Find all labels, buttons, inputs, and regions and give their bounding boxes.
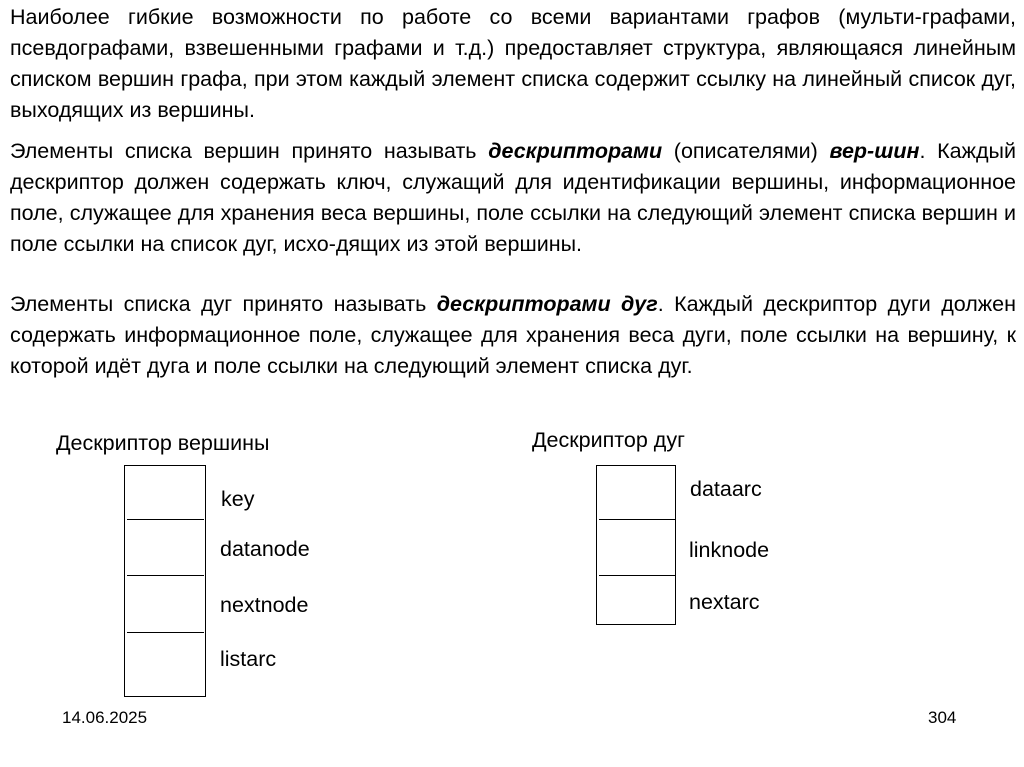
term-arc-descriptors: дескрипторами дуг	[436, 292, 658, 316]
arc-descriptor-box	[596, 465, 676, 625]
term-descriptors: дескрипторами	[488, 139, 663, 163]
arc-field-linknode: linknode	[689, 538, 770, 562]
p2-text-3: . Каждый дескриптор должен содержать ключ, служащий для идентификации вершины, информационное поле, служащее для хранения веса вершины, поле ссылки на следующий элемент списка вершин и поле ссылки на список дуг, исхо-дящих из этой вершины.	[10, 139, 1016, 256]
paragraph-arc-descriptors	[10, 289, 1016, 382]
vertex-field-divider-2	[127, 575, 204, 576]
p2-text-2: (описателями)	[662, 139, 830, 163]
footer-date: 14.06.2025	[62, 708, 148, 727]
vertex-field-divider-3	[127, 632, 204, 633]
vertex-field-listarc: listarc	[220, 647, 277, 671]
vertex-descriptor-caption: Дескриптор вершины	[56, 431, 270, 455]
arc-field-divider-2	[599, 575, 675, 576]
term-vertices: вер-шин	[829, 139, 920, 163]
p3-text-1: Элементы списка дуг принято называть	[10, 292, 437, 316]
paragraph-intro: Наиболее гибкие возможности по работе со всеми вариантами графов (мульти-графами, псевдографами, взвешенными графами и т.д.) предоставляет структура, являющаяся линейным списком вершин графа, при этом каждый элемент списка содержит ссылку на линейный список дуг, выходящих из вершины.	[10, 5, 1016, 122]
vertex-field-datanode: datanode	[220, 537, 310, 561]
arc-field-nextarc: nextarc	[689, 590, 760, 614]
footer-page-number: 304	[928, 708, 957, 727]
p2-text-1: Элементы списка вершин принято называть	[10, 139, 489, 163]
arc-field-divider-1	[599, 519, 675, 520]
vertex-field-key: key	[221, 487, 255, 511]
vertex-field-nextnode: nextnode	[220, 593, 309, 617]
paragraph-vertex-descriptors	[10, 136, 1016, 260]
vertex-field-divider-1	[127, 519, 204, 520]
arc-field-dataarc: dataarc	[690, 477, 762, 501]
arc-descriptor-caption: Дескриптор дуг	[532, 428, 685, 452]
p3-text-2: . Каждый дескриптор дуги должен содержать информационное поле, служащее для хранения веса дуги, поле ссылки на вершину, к которой идёт дуга и поле ссылки на следующий элемент списка дуг.	[10, 292, 1017, 378]
vertex-descriptor-box	[124, 465, 206, 697]
